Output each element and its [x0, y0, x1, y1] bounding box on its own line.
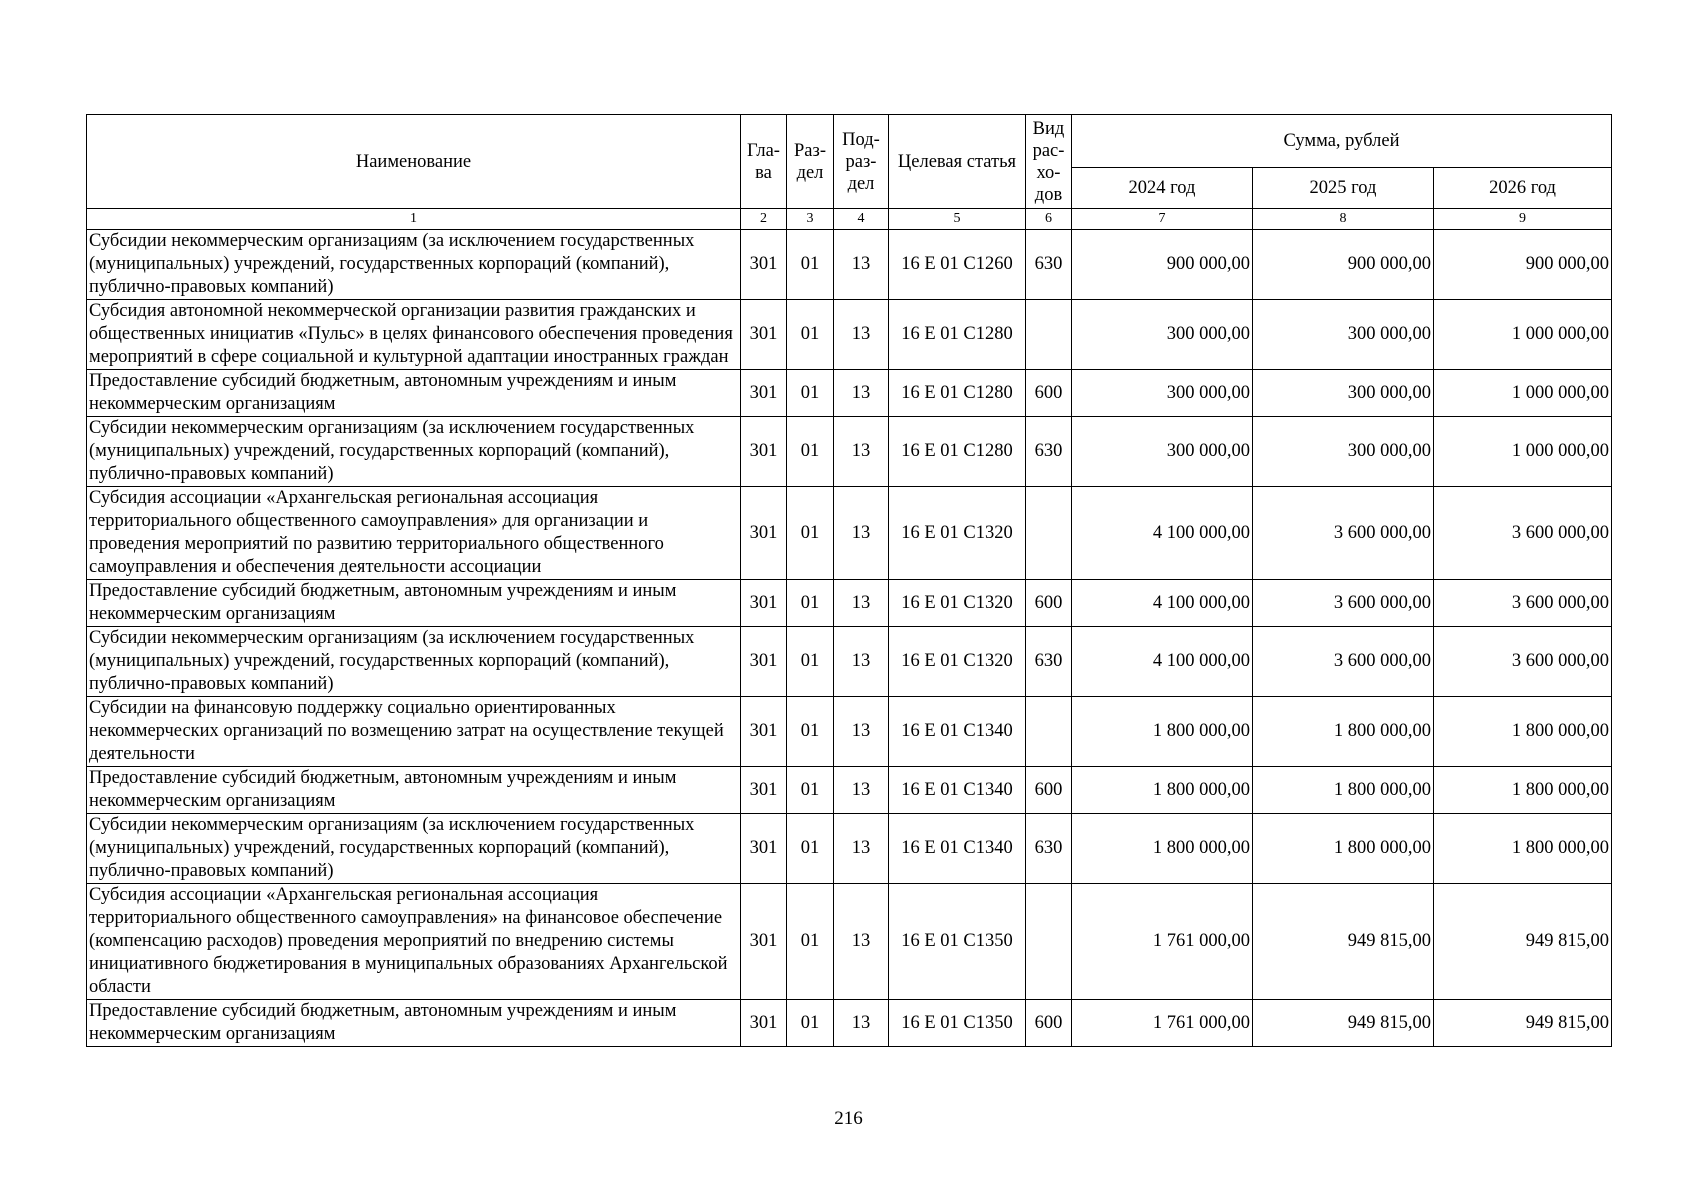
row-glava: 301 — [741, 417, 787, 487]
row-amount-2025: 3 600 000,00 — [1253, 627, 1434, 697]
header-razdel: Раз-дел — [787, 115, 834, 209]
row-glava: 301 — [741, 300, 787, 370]
table-row — [87, 580, 1612, 627]
row-glava: 301 — [741, 814, 787, 884]
column-number: 9 — [1434, 209, 1612, 230]
row-name: Субсидии некоммерческим организациям (за исключением государственных (муниципальных) учреждений, государственных корпораций (компаний), публично-правовых компаний) — [87, 230, 741, 300]
table-row — [87, 1000, 1612, 1047]
column-number: 3 — [787, 209, 834, 230]
header-year-2024: 2024 год — [1072, 168, 1253, 209]
row-amount-2025: 1 800 000,00 — [1253, 767, 1434, 814]
header-name: Наименование — [87, 115, 741, 209]
row-amount-2024: 1 800 000,00 — [1072, 814, 1253, 884]
table-row — [87, 300, 1612, 370]
row-amount-2026: 1 000 000,00 — [1434, 370, 1612, 417]
row-name: Предоставление субсидий бюджетным, автономным учреждениям и иным некоммерческим организациям — [87, 580, 741, 627]
row-amount-2025: 300 000,00 — [1253, 417, 1434, 487]
row-razdel: 01 — [787, 417, 834, 487]
row-expense-type: 600 — [1026, 580, 1072, 627]
row-amount-2024: 1 800 000,00 — [1072, 697, 1253, 767]
row-target-article: 16 Е 01 С1340 — [889, 697, 1026, 767]
header-year-2026: 2026 год — [1434, 168, 1612, 209]
row-target-article: 16 Е 01 С1340 — [889, 767, 1026, 814]
column-number: 6 — [1026, 209, 1072, 230]
row-amount-2024: 300 000,00 — [1072, 417, 1253, 487]
row-amount-2024: 900 000,00 — [1072, 230, 1253, 300]
column-number: 7 — [1072, 209, 1253, 230]
row-podrazdel: 13 — [834, 697, 889, 767]
row-target-article: 16 Е 01 С1320 — [889, 487, 1026, 580]
row-name: Субсидия автономной некоммерческой организации развития гражданских и общественных инициатив «Пульс» в целях финансового обеспечения проведения мероприятий в сфере социальной и культурной адаптации иностранных граждан — [87, 300, 741, 370]
row-expense-type — [1026, 487, 1072, 580]
row-amount-2025: 900 000,00 — [1253, 230, 1434, 300]
budget-table — [86, 114, 1612, 1047]
row-amount-2026: 1 800 000,00 — [1434, 767, 1612, 814]
row-podrazdel: 13 — [834, 487, 889, 580]
row-name: Предоставление субсидий бюджетным, автономным учреждениям и иным некоммерческим организациям — [87, 1000, 741, 1047]
row-name: Предоставление субсидий бюджетным, автономным учреждениям и иным некоммерческим организациям — [87, 370, 741, 417]
header-podrazdel: Под-раз-дел — [834, 115, 889, 209]
row-name: Субсидия ассоциации «Архангельская региональная ассоциация территориального общественного самоуправления» для организации и проведения мероприятий по развитию территориального общественного самоуправления и обеспечения деятельности ассоциации — [87, 487, 741, 580]
row-amount-2026: 949 815,00 — [1434, 1000, 1612, 1047]
row-amount-2024: 1 761 000,00 — [1072, 1000, 1253, 1047]
row-amount-2025: 1 800 000,00 — [1253, 814, 1434, 884]
row-target-article: 16 Е 01 С1350 — [889, 1000, 1026, 1047]
row-podrazdel: 13 — [834, 230, 889, 300]
row-amount-2026: 3 600 000,00 — [1434, 627, 1612, 697]
row-target-article: 16 Е 01 С1280 — [889, 300, 1026, 370]
row-amount-2025: 300 000,00 — [1253, 370, 1434, 417]
row-expense-type: 630 — [1026, 230, 1072, 300]
row-expense-type: 630 — [1026, 627, 1072, 697]
row-glava: 301 — [741, 580, 787, 627]
row-expense-type: 600 — [1026, 1000, 1072, 1047]
row-amount-2026: 1 800 000,00 — [1434, 697, 1612, 767]
row-amount-2026: 1 000 000,00 — [1434, 300, 1612, 370]
row-expense-type: 630 — [1026, 417, 1072, 487]
row-podrazdel: 13 — [834, 627, 889, 697]
header-sum: Сумма, рублей — [1072, 115, 1612, 168]
row-amount-2024: 300 000,00 — [1072, 370, 1253, 417]
row-razdel: 01 — [787, 487, 834, 580]
row-glava: 301 — [741, 884, 787, 1000]
row-amount-2025: 1 800 000,00 — [1253, 697, 1434, 767]
row-podrazdel: 13 — [834, 580, 889, 627]
row-amount-2026: 1 800 000,00 — [1434, 814, 1612, 884]
row-target-article: 16 Е 01 С1280 — [889, 417, 1026, 487]
column-number: 5 — [889, 209, 1026, 230]
row-glava: 301 — [741, 487, 787, 580]
row-expense-type — [1026, 300, 1072, 370]
row-podrazdel: 13 — [834, 814, 889, 884]
row-amount-2026: 949 815,00 — [1434, 884, 1612, 1000]
row-razdel: 01 — [787, 697, 834, 767]
column-number: 1 — [87, 209, 741, 230]
row-name: Субсидия ассоциации «Архангельская региональная ассоциация территориального общественного самоуправления» на финансовое обеспечение (компенсацию расходов) проведения мероприятий по внедрению системы инициативного бюджетирования в муниципальных образованиях Архангельской области — [87, 884, 741, 1000]
row-podrazdel: 13 — [834, 300, 889, 370]
row-amount-2026: 1 000 000,00 — [1434, 417, 1612, 487]
row-razdel: 01 — [787, 370, 834, 417]
row-name: Субсидии некоммерческим организациям (за исключением государственных (муниципальных) учреждений, государственных корпораций (компаний), публично-правовых компаний) — [87, 814, 741, 884]
row-expense-type: 600 — [1026, 767, 1072, 814]
row-expense-type: 630 — [1026, 814, 1072, 884]
row-glava: 301 — [741, 230, 787, 300]
row-amount-2025: 3 600 000,00 — [1253, 580, 1434, 627]
row-razdel: 01 — [787, 884, 834, 1000]
row-amount-2025: 949 815,00 — [1253, 884, 1434, 1000]
row-target-article: 16 Е 01 С1320 — [889, 580, 1026, 627]
row-name: Субсидии на финансовую поддержку социально ориентированных некоммерческих организаций по возмещению затрат на осуществление текущей деятельности — [87, 697, 741, 767]
row-podrazdel: 13 — [834, 1000, 889, 1047]
table-row — [87, 767, 1612, 814]
row-name: Субсидии некоммерческим организациям (за исключением государственных (муниципальных) учреждений, государственных корпораций (компаний), публично-правовых компаний) — [87, 417, 741, 487]
row-amount-2026: 3 600 000,00 — [1434, 580, 1612, 627]
header-target-article: Целевая статья — [889, 115, 1026, 209]
row-name: Предоставление субсидий бюджетным, автономным учреждениям и иным некоммерческим организациям — [87, 767, 741, 814]
table-row — [87, 884, 1612, 1000]
column-number: 8 — [1253, 209, 1434, 230]
row-amount-2024: 4 100 000,00 — [1072, 487, 1253, 580]
row-expense-type — [1026, 697, 1072, 767]
row-razdel: 01 — [787, 1000, 834, 1047]
row-amount-2025: 3 600 000,00 — [1253, 487, 1434, 580]
row-podrazdel: 13 — [834, 370, 889, 417]
row-amount-2025: 300 000,00 — [1253, 300, 1434, 370]
header-year-2025: 2025 год — [1253, 168, 1434, 209]
row-podrazdel: 13 — [834, 884, 889, 1000]
row-glava: 301 — [741, 627, 787, 697]
row-amount-2024: 4 100 000,00 — [1072, 627, 1253, 697]
row-amount-2024: 4 100 000,00 — [1072, 580, 1253, 627]
row-expense-type — [1026, 884, 1072, 1000]
page-number: 216 — [834, 1108, 863, 1129]
row-target-article: 16 Е 01 С1320 — [889, 627, 1026, 697]
row-razdel: 01 — [787, 627, 834, 697]
table-row — [87, 487, 1612, 580]
table-row — [87, 697, 1612, 767]
row-target-article: 16 Е 01 С1340 — [889, 814, 1026, 884]
row-podrazdel: 13 — [834, 767, 889, 814]
row-razdel: 01 — [787, 814, 834, 884]
column-number: 2 — [741, 209, 787, 230]
row-target-article: 16 Е 01 С1350 — [889, 884, 1026, 1000]
row-razdel: 01 — [787, 767, 834, 814]
row-podrazdel: 13 — [834, 417, 889, 487]
table-row — [87, 814, 1612, 884]
table-row — [87, 627, 1612, 697]
row-glava: 301 — [741, 1000, 787, 1047]
table-row — [87, 370, 1612, 417]
row-target-article: 16 Е 01 С1260 — [889, 230, 1026, 300]
row-razdel: 01 — [787, 300, 834, 370]
row-razdel: 01 — [787, 230, 834, 300]
row-amount-2025: 949 815,00 — [1253, 1000, 1434, 1047]
row-amount-2026: 3 600 000,00 — [1434, 487, 1612, 580]
row-glava: 301 — [741, 767, 787, 814]
header-expense-type: Вид рас-хо-дов — [1026, 115, 1072, 209]
row-amount-2024: 1 800 000,00 — [1072, 767, 1253, 814]
row-amount-2024: 300 000,00 — [1072, 300, 1253, 370]
row-name: Субсидии некоммерческим организациям (за исключением государственных (муниципальных) учреждений, государственных корпораций (компаний), публично-правовых компаний) — [87, 627, 741, 697]
row-amount-2026: 900 000,00 — [1434, 230, 1612, 300]
row-target-article: 16 Е 01 С1280 — [889, 370, 1026, 417]
row-amount-2024: 1 761 000,00 — [1072, 884, 1253, 1000]
row-glava: 301 — [741, 370, 787, 417]
row-razdel: 01 — [787, 580, 834, 627]
table-body — [87, 230, 1612, 1047]
column-number: 4 — [834, 209, 889, 230]
table-row — [87, 417, 1612, 487]
table-row — [87, 230, 1612, 300]
column-number-row — [87, 209, 1612, 230]
row-expense-type: 600 — [1026, 370, 1072, 417]
row-glava: 301 — [741, 697, 787, 767]
header-glava: Гла-ва — [741, 115, 787, 209]
